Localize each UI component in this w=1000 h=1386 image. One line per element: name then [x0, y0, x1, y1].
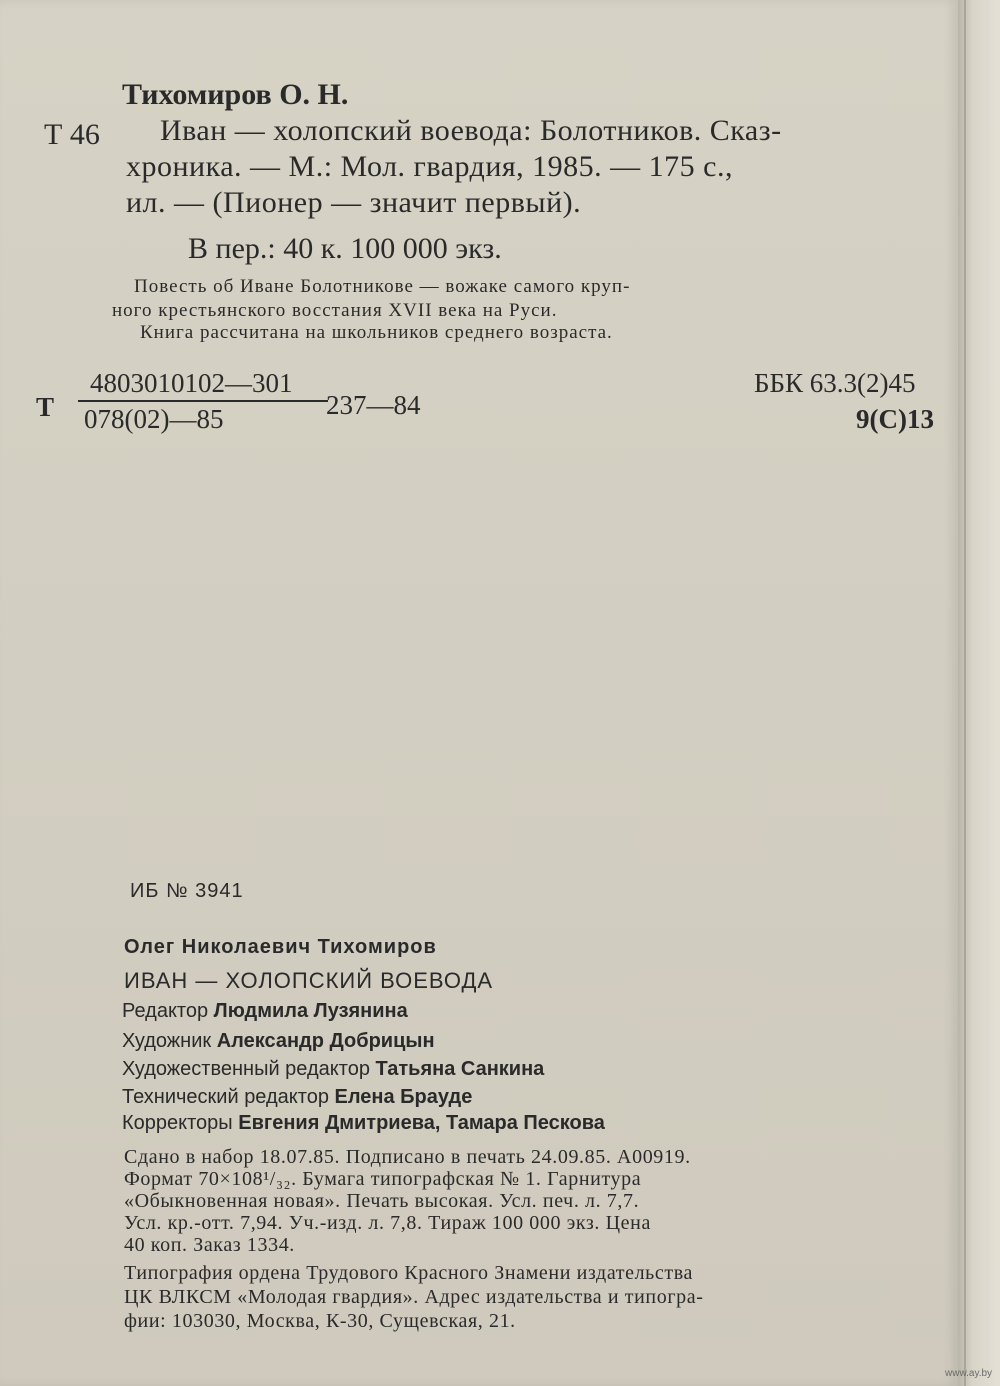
classification-letter: Т [36, 392, 55, 422]
credit-artist [122, 1030, 435, 1053]
classification-denominator: 078(02)—85 [84, 404, 224, 434]
classification-numerator: 4803010102—301 [90, 368, 293, 398]
index-code: Т 46 [44, 118, 100, 151]
full-author: Олег Николаевич Тихомиров [124, 936, 437, 958]
book-title: ИВАН — ХОЛОПСКИЙ ВОЕВОДА [124, 968, 494, 993]
classification-suffix: 237—84 [326, 390, 421, 420]
credit-art-editor [122, 1058, 544, 1081]
printer-line-3: фии: 103030, Москва, К-30, Сущевская, 21. [124, 1310, 516, 1332]
ib-number: ИБ № 3941 [130, 880, 244, 902]
title-line-1: Иван — холопский воевода: Болотников. Сказ- [160, 114, 782, 147]
credit-proofreaders [122, 1112, 605, 1135]
printer-line-1: Типография ордена Трудового Красного Знамени издательства [124, 1262, 693, 1284]
credit-role: Корректоры [122, 1112, 233, 1134]
credit-name: Александр Добрицын [216, 1030, 435, 1052]
print-info-line-2: Формат 70×108¹/₃₂. Бумага типографская № 1. Гарнитура [124, 1168, 642, 1190]
credit-tech-editor [122, 1086, 472, 1109]
credit-name: Людмила Лузянина [213, 1000, 408, 1022]
print-info-line-1: Сдано в набор 18.07.85. Подписано в печать 24.09.85. А00919. [124, 1146, 691, 1168]
bbk-line-1: ББК 63.3(2)45 [754, 368, 916, 398]
credit-role: Технический редактор [122, 1086, 329, 1108]
site-watermark: www.ay.by [945, 1368, 993, 1379]
title-line-3: ил. — (Пионер — значит первый). [126, 186, 582, 219]
credit-role: Художник [122, 1030, 212, 1052]
print-info-line-4: Усл. кр.-отт. 7,94. Уч.-изд. л. 7,8. Тираж 100 000 экз. Цена [124, 1212, 651, 1234]
page-edge-line [964, 0, 966, 1386]
credit-editor [122, 1000, 408, 1023]
fraction-rule [78, 400, 328, 402]
credit-role: Художественный редактор [122, 1058, 370, 1080]
print-info-line-3: «Обыкновенная новая». Печать высокая. Усл. печ. л. 7,7. [124, 1190, 640, 1212]
title-line-2: хроника. — М.: Мол. гвардия, 1985. — 175 с., [126, 150, 733, 183]
credit-role: Редактор [122, 1000, 209, 1022]
annotation-line-1: Повесть об Иване Болотникове — вожаке самого круп- [134, 276, 631, 297]
bbk-line-2: 9(С)13 [856, 404, 934, 434]
credit-name: Елена Брауде [334, 1086, 473, 1108]
credit-name: Евгения Дмитриева, Тамара Пескова [238, 1112, 605, 1134]
author-heading: Тихомиров О. Н. [122, 78, 349, 111]
printer-line-2: ЦК ВЛКСМ «Молодая гвардия». Адрес издательства и типогра- [124, 1286, 704, 1308]
print-info-line-5: 40 коп. Заказ 1334. [124, 1234, 295, 1256]
credit-name: Татьяна Санкина [375, 1058, 545, 1080]
price-line: В пер.: 40 к. 100 000 экз. [188, 232, 502, 265]
annotation-line-3: Книга рассчитана на школьников среднего возраста. [140, 322, 613, 343]
annotation-line-2: ного крестьянского восстания XVII века на Руси. [112, 300, 558, 321]
